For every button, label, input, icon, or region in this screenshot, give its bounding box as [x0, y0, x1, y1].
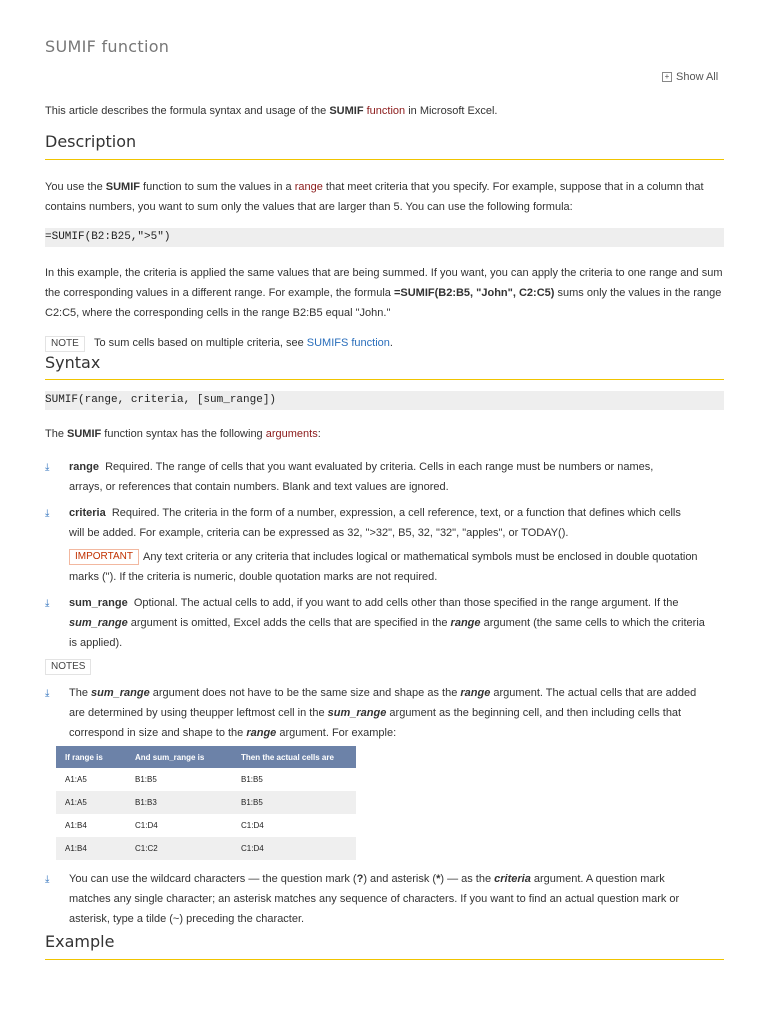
text: argument. The actual cells that are added are determined by using theupper leftmost cell in the — [69, 687, 697, 719]
bold-formula: =SUMIF(B2:B5, "John", C2:C5) — [393, 287, 555, 299]
text: : — [317, 428, 321, 440]
text: function syntax has the following — [101, 428, 266, 440]
show-all-label: Show All — [676, 71, 719, 83]
intro-bold: SUMIF — [329, 105, 364, 117]
notes-badge: NOTES — [45, 659, 91, 675]
arg-range — [69, 457, 669, 497]
table-cell: B1:B5 — [241, 775, 263, 784]
important-text: Any text criteria or any criteria that includes logical or mathematical symbols must be enclosed in double quotation marks ("). If the criteria is numeric, double quotation marks are not required. — [69, 551, 698, 583]
formula-code-block: =SUMIF(B2:B25,">5") — [45, 228, 724, 247]
table-cell: A1:B4 — [56, 837, 126, 860]
em-text: sum_range — [327, 707, 387, 719]
text: argument. A question mark matches any single character; an asterisk matches any sequence of characters. If you want to find an actual question mark or asterisk, type a tilde (~) preceding the character. — [69, 873, 680, 925]
arg-description: Required. The criteria in the form of a number, expression, a cell reference, text, or a function that defines which cells will be added. For example, criteria can be expressed as 32, ">32", B5, 32, "32", "apples", or TODAY(). — [69, 507, 681, 539]
example-table — [56, 746, 356, 860]
intro-text-end: in Microsoft Excel. — [405, 105, 498, 117]
em-text: sum_range — [69, 617, 128, 629]
text: The — [45, 428, 68, 440]
text: argument (the same cells to which the criteria is applied). — [69, 617, 705, 649]
bold-text: SUMIF — [67, 428, 102, 440]
note-text — [94, 333, 393, 353]
example-heading: Example — [45, 932, 115, 951]
arg-sum-range — [69, 593, 709, 653]
text: . — [389, 337, 393, 349]
intro-text: This article describes the formula syntax and usage of the — [45, 105, 330, 117]
note-badge: NOTE — [45, 336, 85, 352]
text: The — [69, 687, 92, 699]
table-cell: C1:D4 — [241, 821, 264, 830]
table-cell: B1:B3 — [126, 791, 232, 814]
plus-box-icon: + — [662, 72, 672, 82]
text: ) — as the — [440, 873, 495, 885]
down-arrow-bullet-icon: ⤓ — [45, 598, 50, 609]
description-heading: Description — [45, 132, 137, 151]
text: You use the — [45, 181, 106, 193]
syntax-intro — [45, 424, 321, 444]
table-cell: C1:C2 — [126, 837, 232, 860]
arg-description: Required. The range of cells that you want evaluated by criteria. Cells in each range must be numbers or names, arrays, or references that contain numbers. Blank and text values are ignored. — [69, 461, 654, 493]
arg-criteria — [69, 503, 689, 543]
em-text: range — [246, 727, 277, 739]
down-arrow-bullet-icon: ⤓ — [45, 874, 50, 885]
text: argument as the beginning cell, and then including cells that correspond in size and shape to the — [69, 707, 682, 739]
em-text: sum_range — [91, 687, 150, 699]
text: Optional. The actual cells to add, if you want to add cells other than those specified in the range argument. If the — [133, 597, 679, 609]
text: You can use the wildcard characters — the question mark ( — [69, 873, 357, 885]
down-arrow-bullet-icon: ⤓ — [45, 508, 50, 519]
table-header: And sum_range is — [126, 746, 232, 768]
table-header: Then the actual cells are — [232, 746, 356, 768]
example-divider — [45, 959, 724, 960]
description-divider — [45, 159, 724, 160]
text: In this example, the criteria is applied the same values that are being summed. If you want, you can apply the criteria to one range and sum the corresponding values in a different range. For example, the formula — [45, 267, 723, 299]
table-cell: B1:B5 — [232, 791, 356, 814]
text: To sum cells based on multiple criteria, see — [94, 337, 307, 349]
table-row — [56, 791, 356, 814]
table-cell: A1:A5 — [65, 775, 87, 784]
intro-paragraph — [45, 101, 725, 121]
note-sum-range — [69, 683, 703, 743]
table-cell: C1:D4 — [135, 821, 158, 830]
text: argument is omitted, Excel adds the cells that are specified in the — [127, 617, 451, 629]
arg-name: criteria — [69, 507, 106, 519]
show-all-button[interactable] — [662, 71, 718, 83]
down-arrow-bullet-icon: ⤓ — [45, 462, 50, 473]
page-title: SUMIF function — [45, 37, 170, 56]
table-cell: B1:B5 — [135, 775, 157, 784]
text: argument. For example: — [276, 727, 397, 739]
bold-text: SUMIF — [105, 181, 140, 193]
syntax-heading: Syntax — [45, 353, 101, 372]
description-paragraph-2 — [45, 263, 727, 323]
syntax-divider — [45, 379, 724, 380]
range-link[interactable]: range — [294, 181, 323, 193]
em-text: range — [450, 617, 481, 629]
description-paragraph-1 — [45, 177, 725, 217]
em-text: range — [460, 687, 491, 699]
down-arrow-bullet-icon: ⤓ — [45, 688, 50, 699]
bold-text: ? — [356, 873, 364, 885]
em-text: criteria — [494, 873, 531, 885]
note-wildcards — [69, 869, 703, 929]
arg-name: range — [69, 461, 99, 473]
important-badge: IMPORTANT — [69, 549, 139, 565]
arg-name: sum_range — [69, 597, 128, 609]
table-cell: A1:B4 — [65, 821, 87, 830]
table-row — [56, 837, 356, 860]
syntax-code-block: SUMIF(range, criteria, [sum_range]) — [45, 391, 724, 410]
text: ) and asterisk ( — [363, 873, 437, 885]
table-header-row — [56, 746, 356, 768]
sumifs-link[interactable]: SUMIFS function — [306, 337, 390, 349]
table-row — [56, 814, 356, 837]
table-cell: C1:D4 — [232, 837, 356, 860]
text: function to sum the values in a — [140, 181, 295, 193]
table-row — [56, 768, 356, 791]
table-header: If range is — [56, 746, 126, 768]
arguments-link[interactable]: arguments — [265, 428, 318, 440]
table-cell: A1:A5 — [56, 791, 126, 814]
text: that meet criteria that you specify. For example, suppose that in a column that contains numbers, you want to sum only the values that are larger than 5. You can use the following formula: — [45, 181, 704, 213]
bold-text: * — [436, 873, 441, 885]
text: argument does not have to be the same size and shape as the — [149, 687, 461, 699]
text: sums only the values in the range C2:C5, where the corresponding cells in the range B2:B5 equal "John." — [45, 287, 722, 319]
function-link[interactable]: function — [366, 105, 406, 117]
